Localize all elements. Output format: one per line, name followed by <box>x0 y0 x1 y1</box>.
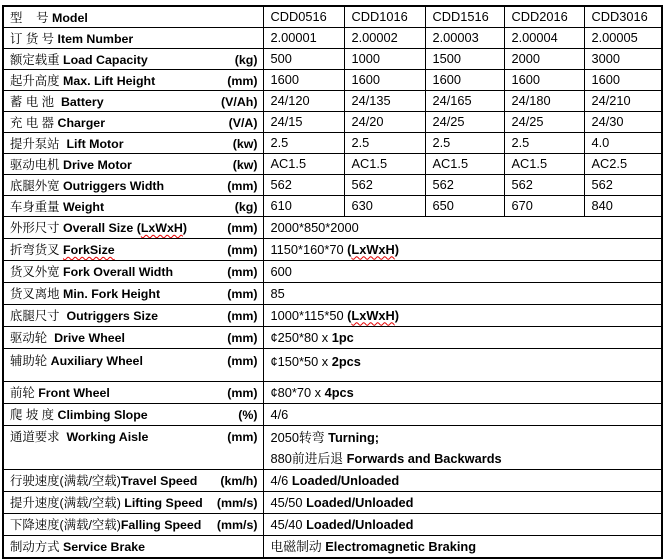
text-segment: Auxiliary Wheel <box>50 353 143 368</box>
row-label-wrap <box>10 176 258 194</box>
text-segment: 货叉外宽 <box>10 265 64 279</box>
text-segment: Load Capacity <box>63 52 148 67</box>
text-segment: 4/6 <box>270 472 292 488</box>
row-unit: (kg) <box>234 52 258 67</box>
value-cell-outriggers-width-CDD2016: 562 <box>504 174 584 195</box>
row-label-outriggers-width <box>3 174 263 195</box>
row-label-text <box>10 92 104 110</box>
text-segment: 45/50 <box>270 494 307 510</box>
row-label-falling-speed <box>3 513 263 535</box>
row-label-wrap <box>10 262 258 280</box>
value-cell-outriggers-width-CDD3016: 562 <box>584 174 662 195</box>
row-label-text <box>10 134 124 152</box>
row-unit: (mm) <box>227 221 258 235</box>
row-label-text <box>10 176 164 194</box>
text-segment: ¢80*70 x <box>270 384 325 400</box>
value-cell-battery-CDD2016: 24/180 <box>504 90 584 111</box>
spec-table <box>2 5 663 559</box>
value-line <box>271 351 658 372</box>
value-line <box>271 239 658 260</box>
value-cell-outriggers-width-CDD1016: 562 <box>344 174 425 195</box>
text-segment: 爬 坡 度 <box>10 408 58 422</box>
row-label-weight <box>3 195 263 216</box>
row-label-text <box>10 71 155 89</box>
value-cell-merged-front-wheel <box>263 381 662 403</box>
row-label-wrap <box>10 218 258 236</box>
row-label-wrap <box>10 427 258 445</box>
row-label-wrap <box>10 29 258 47</box>
text-segment: 4/6 <box>270 406 289 422</box>
spec-row-item-number <box>3 27 662 48</box>
text-segment: ( <box>347 241 352 257</box>
value-cell-load-capacity-CDD2016: 2000 <box>504 48 584 69</box>
row-label-fork-size <box>3 238 263 260</box>
text-segment: 通道要求 <box>10 429 67 444</box>
row-label-text <box>10 218 187 236</box>
value-cell-charger-CDD1016: 24/20 <box>344 111 425 132</box>
row-label-text <box>10 471 197 489</box>
text-segment: 1150*160*70 <box>270 241 348 257</box>
spec-row-model <box>3 6 662 27</box>
row-label-wrap <box>10 405 258 423</box>
row-label-lifting-speed <box>3 491 263 513</box>
text-segment: Min. Fork Height <box>63 287 161 301</box>
row-unit: (mm) <box>227 178 258 193</box>
spellcheck-flagged-text: ForkSize <box>63 243 115 257</box>
value-line <box>271 382 658 403</box>
value-cell-merged-overall-size <box>263 216 662 238</box>
spec-row-falling-speed <box>3 513 662 535</box>
spec-row-front-wheel <box>3 381 662 403</box>
text-segment: Lifting Speed <box>124 496 203 510</box>
row-unit: (mm/s) <box>216 496 258 510</box>
text-segment: 额定载重 <box>10 52 64 67</box>
value-cell-lift-motor-CDD3016: 4.0 <box>584 132 662 153</box>
text-segment: 45/40 <box>270 516 307 532</box>
text-segment: Weight <box>63 199 105 214</box>
row-label-wrap <box>10 537 258 555</box>
row-label-item-number <box>3 27 263 48</box>
row-label-wrap <box>10 383 258 401</box>
row-label-battery <box>3 90 263 111</box>
value-line <box>271 536 658 557</box>
row-label-text <box>10 262 173 280</box>
row-unit: (mm) <box>227 243 258 257</box>
row-label-wrap <box>10 71 258 89</box>
value-cell-weight-CDD2016: 670 <box>504 195 584 216</box>
row-label-wrap <box>10 240 258 258</box>
row-label-text <box>10 383 110 401</box>
spec-row-fork-size <box>3 238 662 260</box>
row-label-text <box>10 537 145 555</box>
text-segment: 2pcs <box>331 353 361 369</box>
spellcheck-flagged-text: LxWxH <box>351 241 395 257</box>
value-line <box>271 305 658 326</box>
text-segment: Battery <box>60 94 104 109</box>
row-label-wrap <box>10 284 258 302</box>
value-cell-model-CDD1516: CDD1516 <box>425 6 504 27</box>
row-label-text <box>10 197 104 215</box>
row-label-climbing-slope <box>3 403 263 425</box>
value-line <box>271 448 658 469</box>
row-label-wrap <box>10 306 258 324</box>
value-cell-item-number-CDD1016: 2.00002 <box>344 27 425 48</box>
row-unit: (mm) <box>227 309 258 323</box>
value-line <box>271 261 658 282</box>
spec-row-drive-motor <box>3 153 662 174</box>
text-segment: 底腿外宽 <box>10 178 64 193</box>
row-label-min-fork-height <box>3 282 263 304</box>
text-segment: Fork Overall Width <box>63 265 174 279</box>
row-label-load-capacity <box>3 48 263 69</box>
value-line <box>271 514 658 535</box>
spec-row-charger <box>3 111 662 132</box>
text-segment: Service Brake <box>63 540 145 554</box>
text-segment: Outriggers Width <box>63 178 165 193</box>
row-label-wrap <box>10 515 258 533</box>
row-label-wrap <box>10 328 258 346</box>
row-label-overall-size <box>3 216 263 238</box>
value-cell-max-lift-height-CDD1016: 1600 <box>344 69 425 90</box>
value-cell-charger-CDD1516: 24/25 <box>425 111 504 132</box>
row-label-charger <box>3 111 263 132</box>
row-unit: (mm) <box>227 429 258 444</box>
text-segment: ) <box>182 221 187 235</box>
value-cell-merged-fork-overall-width <box>263 260 662 282</box>
row-label-text <box>10 113 105 131</box>
row-label-text <box>10 29 133 47</box>
text-segment: Lift Motor <box>66 136 124 151</box>
row-unit: (km/h) <box>220 474 258 488</box>
value-cell-weight-CDD1016: 630 <box>344 195 425 216</box>
spec-row-auxiliary-wheel <box>3 348 662 381</box>
spec-row-lift-motor <box>3 132 662 153</box>
value-line <box>271 470 658 491</box>
row-label-text <box>10 50 148 68</box>
row-unit: (V/A) <box>228 115 258 130</box>
value-cell-lift-motor-CDD1516: 2.5 <box>425 132 504 153</box>
spec-row-load-capacity <box>3 48 662 69</box>
row-label-lift-motor <box>3 132 263 153</box>
text-segment: 订 货 号 <box>10 31 58 46</box>
value-cell-model-CDD2016: CDD2016 <box>504 6 584 27</box>
spec-row-travel-speed <box>3 469 662 491</box>
value-cell-max-lift-height-CDD3016: 1600 <box>584 69 662 90</box>
text-segment: Electromagnetic Braking <box>325 538 477 554</box>
text-segment: Outriggers Size <box>66 309 159 323</box>
value-cell-model-CDD0516: CDD0516 <box>263 6 344 27</box>
text-segment: Climbing Slope <box>57 408 148 422</box>
row-label-max-lift-height <box>3 69 263 90</box>
text-segment: Loaded/Unloaded <box>291 472 400 488</box>
spec-row-battery <box>3 90 662 111</box>
text-segment: Charger <box>57 115 106 130</box>
row-label-outriggers-size <box>3 304 263 326</box>
value-cell-weight-CDD3016: 840 <box>584 195 662 216</box>
text-segment: Item Number <box>57 31 134 46</box>
row-label-text <box>10 427 148 445</box>
value-cell-outriggers-width-CDD0516: 562 <box>263 174 344 195</box>
row-label-wrap <box>10 50 258 68</box>
value-cell-merged-falling-speed <box>263 513 662 535</box>
text-segment: ( <box>347 307 352 323</box>
text-segment: 辅助轮 <box>10 353 51 368</box>
value-cell-item-number-CDD0516: 2.00001 <box>263 27 344 48</box>
row-unit: (mm) <box>227 265 258 279</box>
spec-row-weight <box>3 195 662 216</box>
text-segment: ¢250*80 x <box>270 329 332 345</box>
value-cell-lift-motor-CDD1016: 2.5 <box>344 132 425 153</box>
row-label-wrap <box>10 8 258 26</box>
value-cell-load-capacity-CDD0516: 500 <box>263 48 344 69</box>
value-cell-drive-motor-CDD2016: AC1.5 <box>504 153 584 174</box>
spec-row-climbing-slope <box>3 403 662 425</box>
value-cell-merged-drive-wheel <box>263 326 662 348</box>
text-segment: Loaded/Unloaded <box>306 494 414 510</box>
value-cell-load-capacity-CDD1516: 1500 <box>425 48 504 69</box>
value-cell-item-number-CDD2016: 2.00004 <box>504 27 584 48</box>
value-cell-merged-lifting-speed <box>263 491 662 513</box>
text-segment: Drive Wheel <box>54 331 125 345</box>
text-segment: 驱动轮 <box>10 331 55 345</box>
value-line <box>271 427 658 448</box>
text-segment: 提升速度(满载/空载) <box>10 496 125 510</box>
value-cell-outriggers-width-CDD1516: 562 <box>425 174 504 195</box>
value-cell-drive-motor-CDD1516: AC1.5 <box>425 153 504 174</box>
value-cell-merged-working-aisle <box>263 425 662 469</box>
spec-row-outriggers-size <box>3 304 662 326</box>
row-unit: (mm) <box>227 331 258 345</box>
value-cell-load-capacity-CDD1016: 1000 <box>344 48 425 69</box>
value-cell-battery-CDD1016: 24/135 <box>344 90 425 111</box>
spec-row-fork-overall-width <box>3 260 662 282</box>
spellcheck-flagged-text: LxWxH <box>351 307 395 323</box>
row-label-wrap <box>10 197 258 215</box>
row-label-text <box>10 240 115 258</box>
value-cell-max-lift-height-CDD2016: 1600 <box>504 69 584 90</box>
value-cell-max-lift-height-CDD0516: 1600 <box>263 69 344 90</box>
row-label-text <box>10 328 125 346</box>
row-label-auxiliary-wheel <box>3 348 263 381</box>
value-cell-merged-outriggers-size <box>263 304 662 326</box>
text-segment: 充 电 器 <box>10 115 58 130</box>
text-segment: 折弯货叉 <box>10 243 64 257</box>
value-cell-battery-CDD1516: 24/165 <box>425 90 504 111</box>
row-label-text <box>10 515 201 533</box>
text-segment: Travel Speed <box>120 474 198 488</box>
text-segment: 600 <box>270 263 292 279</box>
row-label-text <box>10 284 160 302</box>
spec-row-lifting-speed <box>3 491 662 513</box>
text-segment: 4pcs <box>324 384 354 400</box>
text-segment: 车身重量 <box>10 199 64 214</box>
row-label-wrap <box>10 155 258 173</box>
row-label-text <box>10 351 143 369</box>
text-segment: Front Wheel <box>38 386 110 400</box>
value-cell-merged-fork-size <box>263 238 662 260</box>
text-segment: 2050转弯 <box>270 429 329 445</box>
value-cell-charger-CDD0516: 24/15 <box>263 111 344 132</box>
text-segment: ) <box>394 307 400 323</box>
row-label-working-aisle <box>3 425 263 469</box>
value-cell-drive-motor-CDD3016: AC2.5 <box>584 153 662 174</box>
row-label-wrap <box>10 351 258 369</box>
value-cell-model-CDD1016: CDD1016 <box>344 6 425 27</box>
value-line <box>271 327 658 348</box>
spec-row-service-brake <box>3 535 662 558</box>
text-segment: 型 号 <box>10 10 52 25</box>
row-label-text <box>10 493 203 511</box>
text-segment: Max. Lift Height <box>63 73 156 88</box>
value-line <box>271 283 658 304</box>
row-label-fork-overall-width <box>3 260 263 282</box>
row-unit: (mm/s) <box>216 518 258 532</box>
row-label-text <box>10 8 88 26</box>
row-unit: (mm) <box>227 287 258 301</box>
text-segment: 外形尺寸 <box>10 221 64 235</box>
value-line <box>271 404 658 425</box>
value-cell-charger-CDD2016: 24/25 <box>504 111 584 132</box>
value-cell-weight-CDD1516: 650 <box>425 195 504 216</box>
text-segment: Loaded/Unloaded <box>306 516 414 532</box>
row-unit: (kw) <box>232 157 258 172</box>
spec-row-overall-size <box>3 216 662 238</box>
row-label-model <box>3 6 263 27</box>
value-cell-model-CDD3016: CDD3016 <box>584 6 662 27</box>
value-cell-item-number-CDD1516: 2.00003 <box>425 27 504 48</box>
spec-row-max-lift-height <box>3 69 662 90</box>
value-cell-merged-climbing-slope <box>263 403 662 425</box>
text-segment: 下降速度(满载/空载) <box>10 518 121 532</box>
row-label-text <box>10 306 158 324</box>
row-label-drive-wheel <box>3 326 263 348</box>
value-cell-merged-service-brake <box>263 535 662 558</box>
text-segment: 底腿尺寸 <box>10 309 67 323</box>
row-unit: (V/Ah) <box>221 94 258 109</box>
value-cell-load-capacity-CDD3016: 3000 <box>584 48 662 69</box>
value-cell-merged-min-fork-height <box>263 282 662 304</box>
text-segment: Working Aisle <box>66 429 149 444</box>
row-label-travel-speed <box>3 469 263 491</box>
text-segment: Drive Motor <box>63 157 132 172</box>
value-cell-battery-CDD0516: 24/120 <box>263 90 344 111</box>
text-segment: 起升高度 <box>10 73 64 88</box>
row-unit: (kw) <box>232 136 258 151</box>
text-segment: 2000*850*2000 <box>270 219 359 235</box>
text-segment: Model <box>52 10 88 25</box>
row-unit: (mm) <box>227 353 258 368</box>
text-segment: ¢150*50 x <box>270 353 332 369</box>
text-segment: Turning; <box>328 429 380 445</box>
text-segment: 提升泵站 <box>10 136 67 151</box>
row-label-text <box>10 405 148 423</box>
row-label-text <box>10 155 132 173</box>
text-segment: 货叉离地 <box>10 287 64 301</box>
text-segment: Falling Speed <box>120 518 202 532</box>
text-segment: 电磁制动 <box>270 538 326 554</box>
value-cell-lift-motor-CDD2016: 2.5 <box>504 132 584 153</box>
row-unit: (%) <box>238 408 258 422</box>
text-segment: 85 <box>270 285 285 301</box>
row-unit: (kg) <box>234 199 258 214</box>
value-cell-charger-CDD3016: 24/30 <box>584 111 662 132</box>
value-cell-drive-motor-CDD0516: AC1.5 <box>263 153 344 174</box>
row-label-wrap <box>10 493 258 511</box>
text-segment: 行驶速度(满载/空载) <box>10 474 121 488</box>
text-segment: 1pc <box>331 329 354 345</box>
value-cell-item-number-CDD3016: 2.00005 <box>584 27 662 48</box>
spec-table-body <box>3 6 662 558</box>
text-segment: 制动方式 <box>10 540 64 554</box>
spec-row-min-fork-height <box>3 282 662 304</box>
document-page <box>0 5 663 559</box>
value-cell-drive-motor-CDD1016: AC1.5 <box>344 153 425 174</box>
row-label-drive-motor <box>3 153 263 174</box>
value-cell-max-lift-height-CDD1516: 1600 <box>425 69 504 90</box>
text-segment: 1000*115*50 <box>270 307 348 323</box>
value-cell-merged-auxiliary-wheel <box>263 348 662 381</box>
spec-row-outriggers-width <box>3 174 662 195</box>
row-label-wrap <box>10 113 258 131</box>
text-segment: 驱动电机 <box>10 157 64 172</box>
row-label-wrap <box>10 471 258 489</box>
row-label-front-wheel <box>3 381 263 403</box>
value-cell-battery-CDD3016: 24/210 <box>584 90 662 111</box>
value-line <box>271 217 658 238</box>
text-segment: ) <box>394 241 400 257</box>
row-unit: (mm) <box>227 73 258 88</box>
row-label-service-brake <box>3 535 263 558</box>
text-segment: 880前进后退 <box>270 450 347 466</box>
spec-row-drive-wheel <box>3 326 662 348</box>
row-label-wrap <box>10 92 258 110</box>
value-cell-merged-travel-speed <box>263 469 662 491</box>
text-segment: Overall Size ( <box>63 221 141 235</box>
text-segment: Forwards and Backwards <box>346 450 502 466</box>
value-cell-lift-motor-CDD0516: 2.5 <box>263 132 344 153</box>
text-segment: 前轮 <box>10 386 39 400</box>
spec-row-working-aisle <box>3 425 662 469</box>
text-segment: 蓄 电 池 <box>10 94 61 109</box>
row-label-wrap <box>10 134 258 152</box>
row-unit: (mm) <box>227 386 258 400</box>
value-cell-weight-CDD0516: 610 <box>263 195 344 216</box>
spellcheck-flagged-text: LxWxH <box>140 221 183 235</box>
value-line <box>271 492 658 513</box>
